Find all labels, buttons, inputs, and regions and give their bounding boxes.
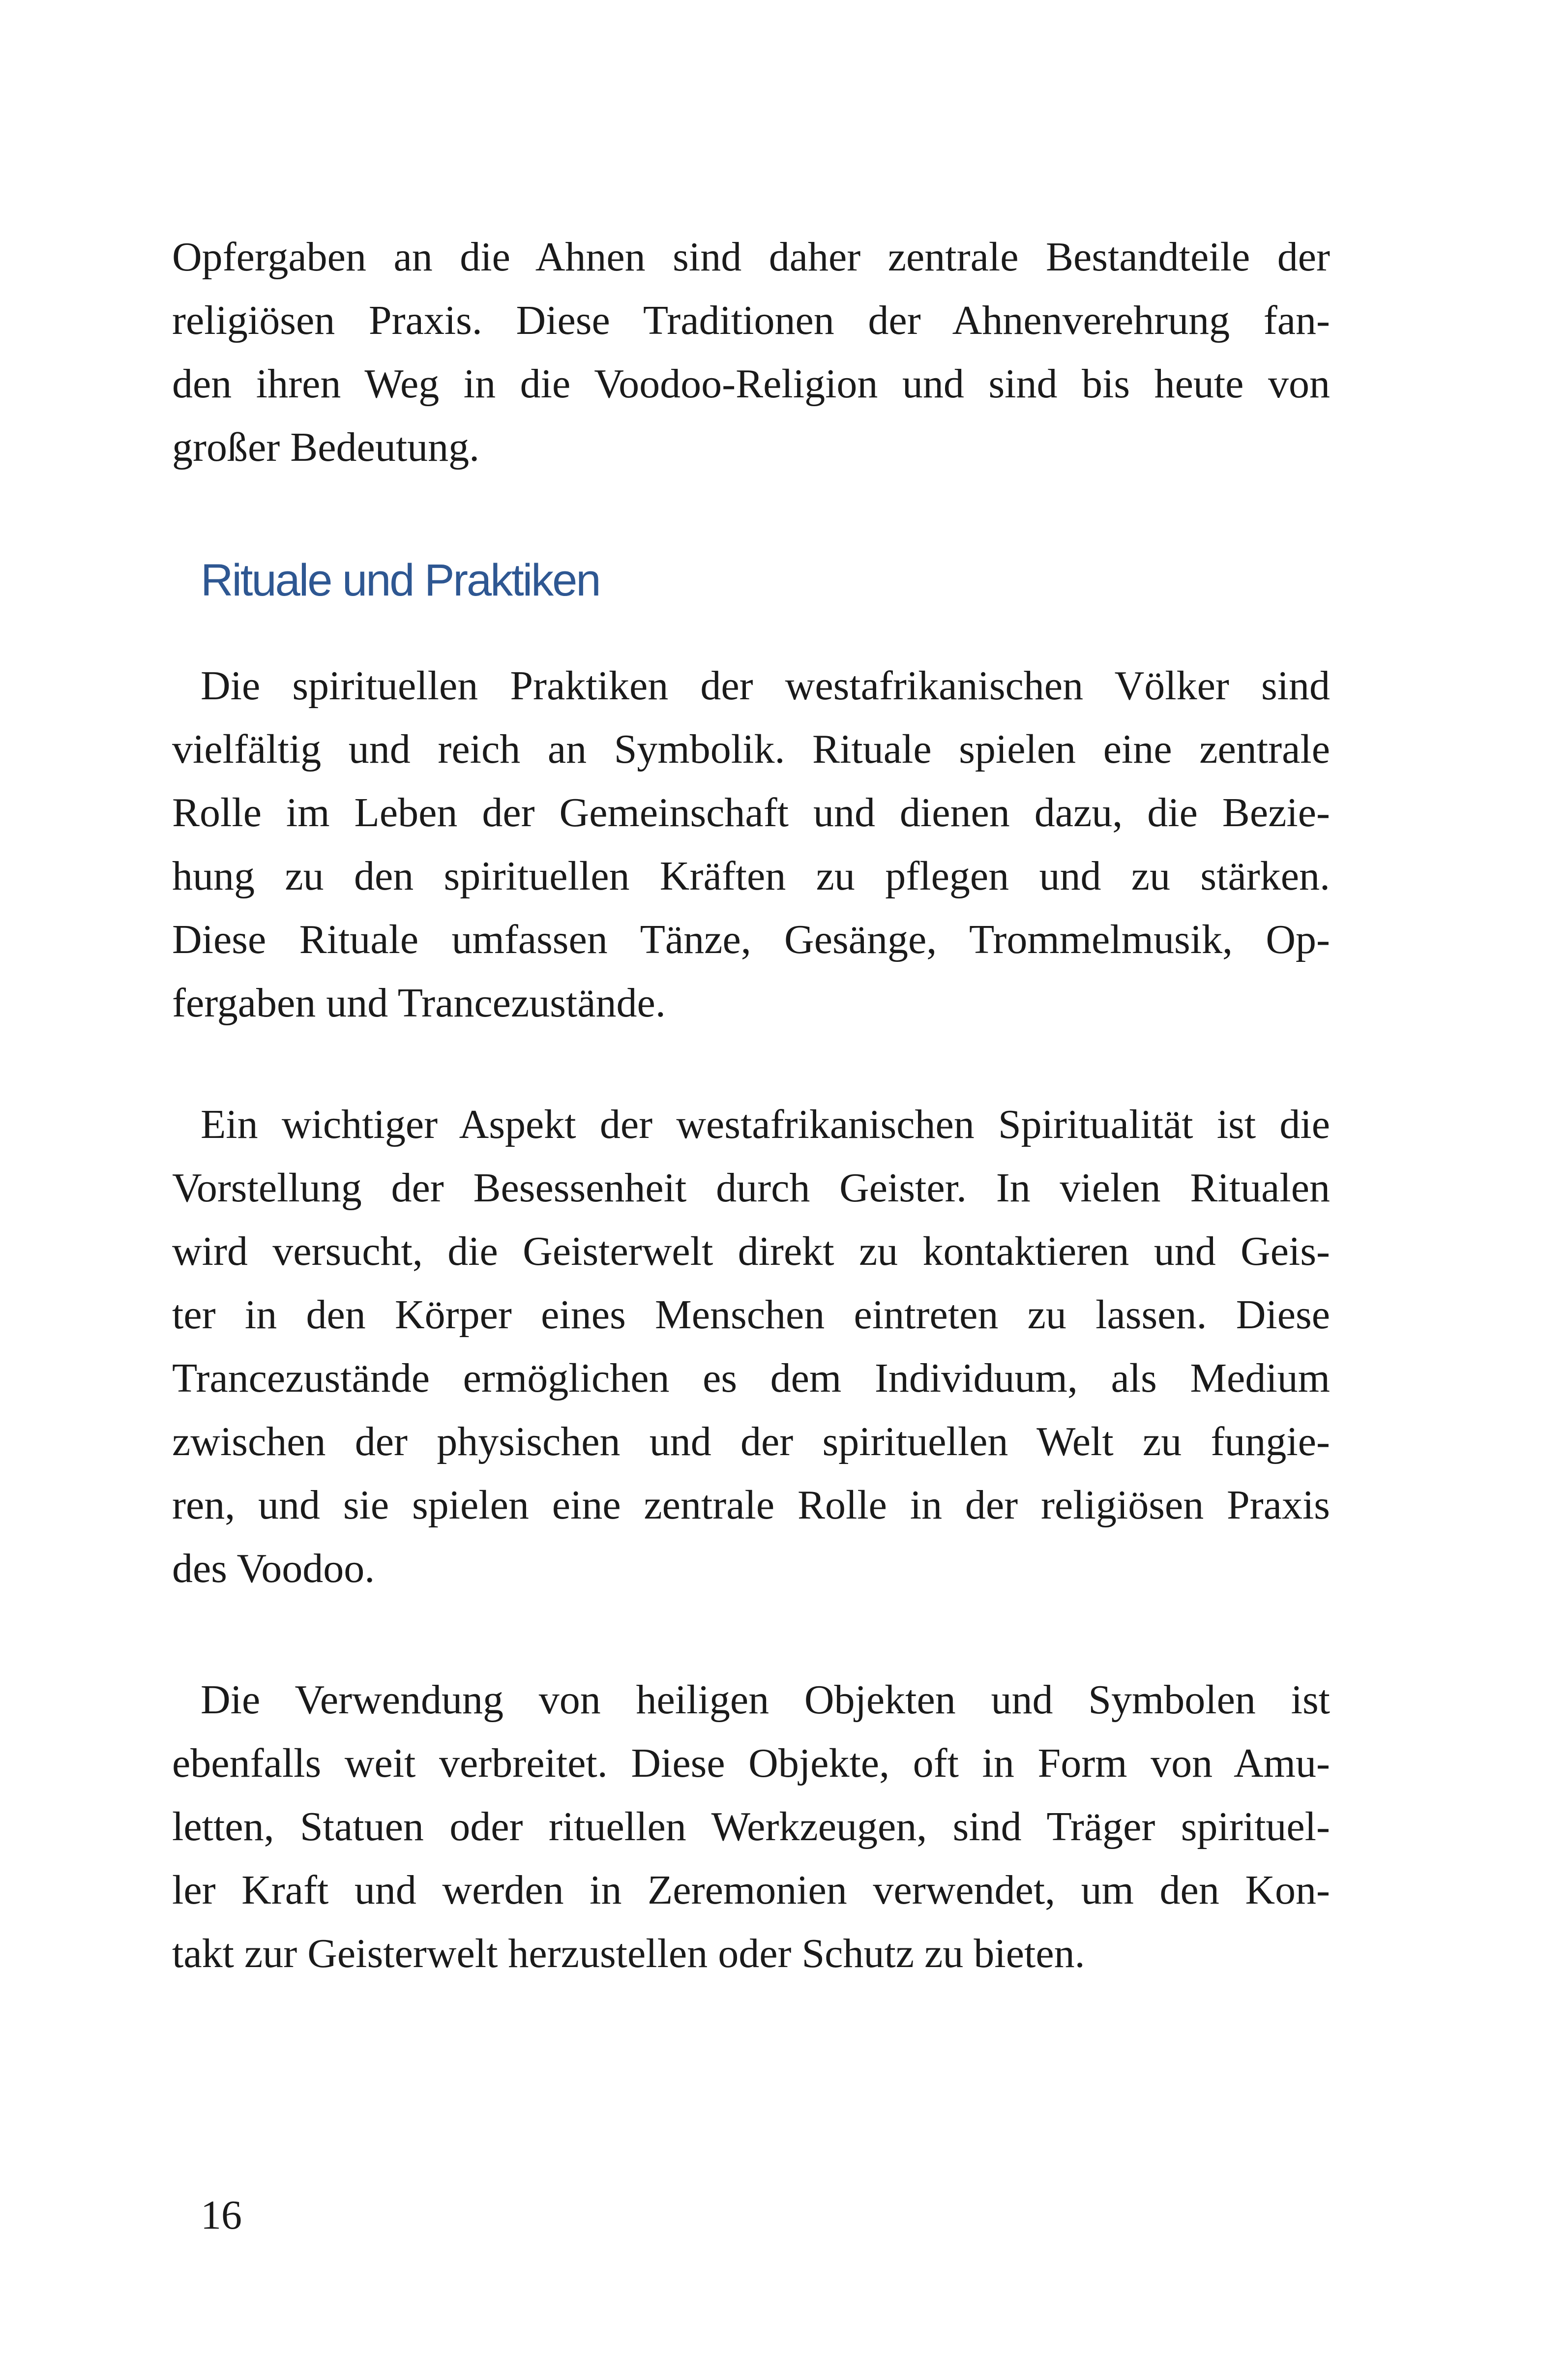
text-line: Opfergaben an die Ahnen sind daher zentrale Bestandteile der (172, 234, 1330, 280)
paragraph-possession (172, 1093, 1330, 1600)
text-line: letten, Statuen oder rituellen Werkzeugen, sind Träger spirituel- (172, 1804, 1330, 1850)
text-line: Vorstellung der Besessenheit durch Geister. In vielen Ritualen (172, 1165, 1330, 1211)
text-line: takt zur Geisterwelt herzustellen oder Schutz zu bieten. (172, 1931, 1085, 1976)
text-line: fergaben und Trancezustände. (172, 980, 666, 1026)
text-line: ebenfalls weit verbreitet. Diese Objekte, oft in Form von Amu- (172, 1740, 1330, 1786)
text-line: Rolle im Leben der Gemeinschaft und dienen dazu, die Bezie- (172, 790, 1330, 836)
text-line: des Voodoo. (172, 1546, 375, 1591)
section-heading: Rituale und Praktiken (201, 555, 600, 605)
text-line: Die spirituellen Praktiken der westafrikanischen Völker sind (201, 663, 1330, 709)
page-number: 16 (201, 2192, 242, 2238)
text-line: zwischen der physischen und der spirituellen Welt zu fungie- (172, 1419, 1330, 1464)
text-line: ren, und sie spielen eine zentrale Rolle in der religiösen Praxis (172, 1482, 1330, 1528)
text-line: ler Kraft und werden in Zeremonien verwendet, um den Kon- (172, 1867, 1330, 1913)
text-line: Die Verwendung von heiligen Objekten und Symbolen ist (201, 1677, 1330, 1723)
text-line: den ihren Weg in die Voodoo-Religion und sind bis heute von (172, 361, 1330, 407)
book-page (172, 0, 1330, 2358)
text-line: vielfältig und reich an Symbolik. Rituale spielen eine zentrale (172, 726, 1330, 772)
text-line: großer Bedeutung. (172, 424, 480, 470)
text-line: ter in den Körper eines Menschen eintreten zu lassen. Diese (172, 1292, 1330, 1338)
text-line: Trancezustände ermöglichen es dem Individuum, als Medium (172, 1355, 1330, 1401)
text-line: Ein wichtiger Aspekt der westafrikanischen Spiritualität ist die (201, 1102, 1330, 1147)
paragraph-spiritual-practices (172, 654, 1330, 1035)
text-line: Diese Rituale umfassen Tänze, Gesänge, Trommelmusik, Op- (172, 917, 1330, 962)
text-line: wird versucht, die Geisterwelt direkt zu kontaktieren und Geis- (172, 1228, 1330, 1274)
text-line: religiösen Praxis. Diese Traditionen der Ahnenverehrung fan- (172, 298, 1330, 343)
paragraph-sacred-objects (172, 1668, 1330, 1985)
text-line: hung zu den spirituellen Kräften zu pflegen und zu stärken. (172, 853, 1330, 899)
paragraph-ancestor-offerings (172, 225, 1330, 479)
